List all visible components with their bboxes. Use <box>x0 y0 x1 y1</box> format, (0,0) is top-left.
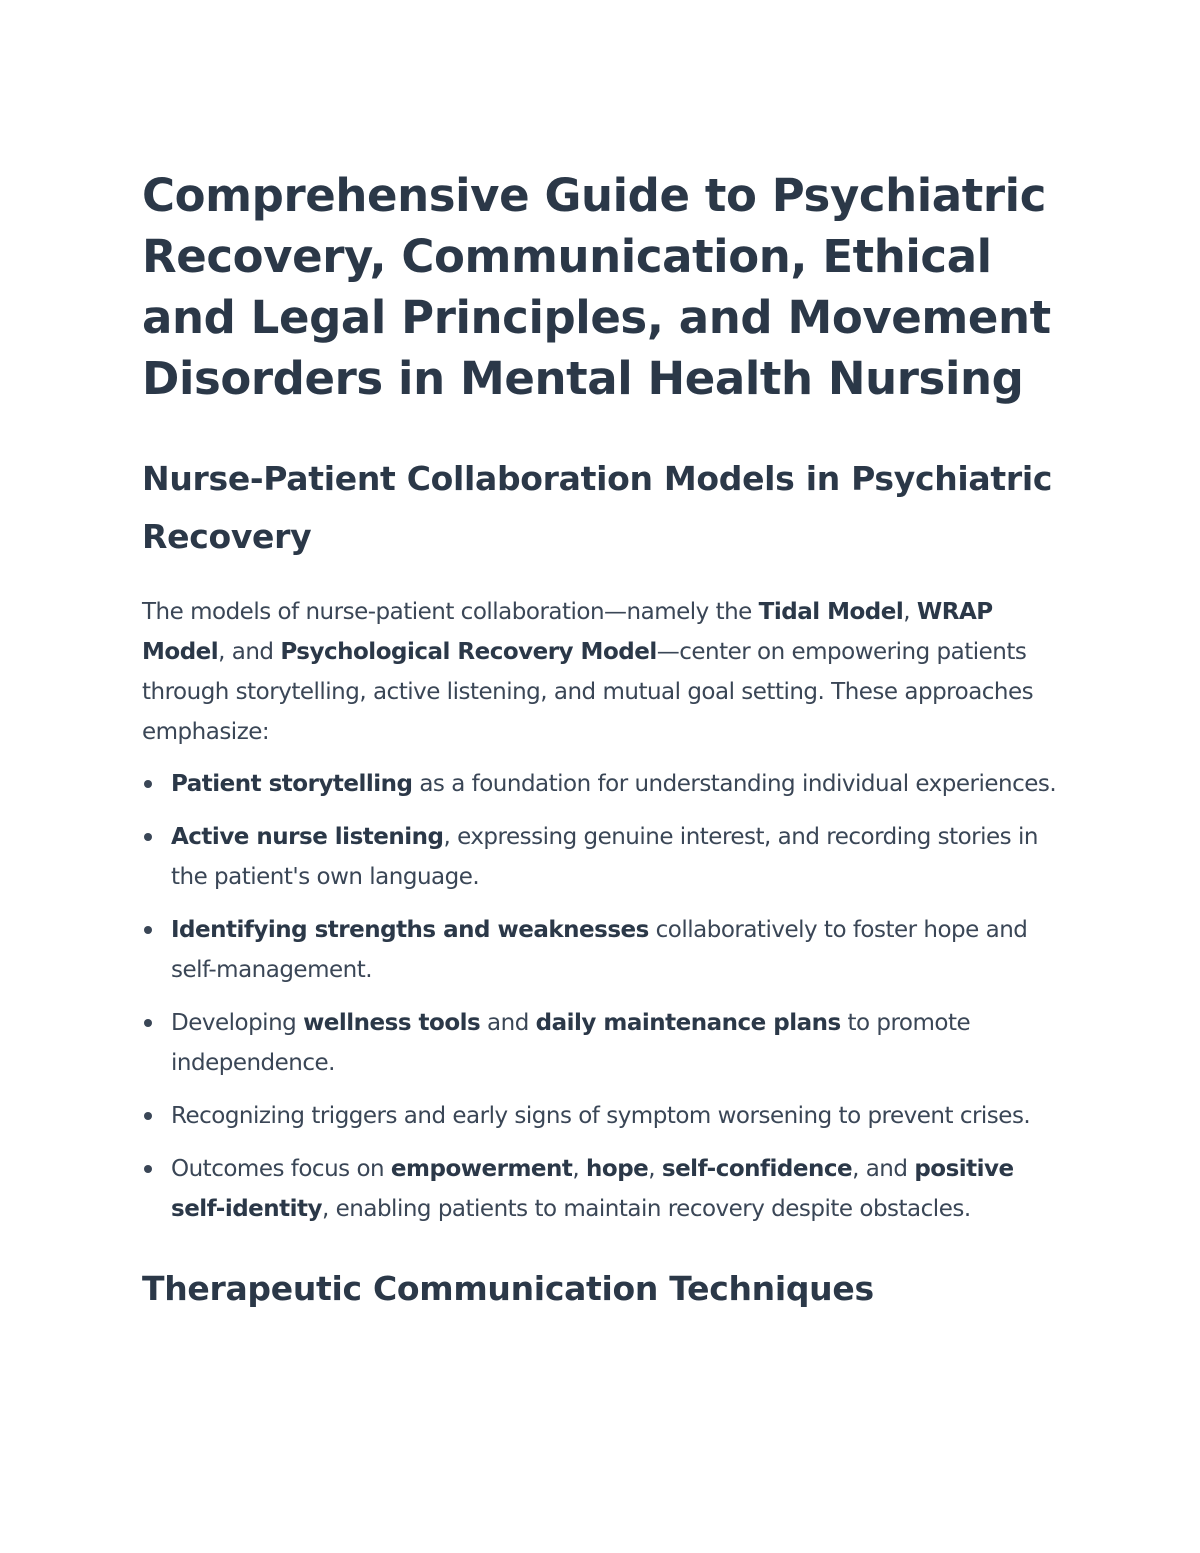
intro-bold-wrap-model: WRAP Model <box>142 599 993 665</box>
list-item <box>142 817 1062 897</box>
intro-text-3: , and <box>218 639 281 665</box>
bullet-dot-icon <box>144 780 152 788</box>
list-item <box>142 1003 1062 1083</box>
bullet-text: Developing <box>171 1010 304 1036</box>
bullet-bold-text: empowerment <box>390 1156 573 1182</box>
bullet-bold-text: Identifying strengths and weaknesses <box>171 917 649 943</box>
intro-text-4: —center on empowering patients through storytelling, active listening, and mutual goal setting. These approaches emphasize: <box>142 639 1034 745</box>
recovery-bullet-list <box>142 764 1062 1229</box>
bullet-bold-text: Patient storytelling <box>171 771 413 797</box>
intro-bold-tidal-model: Tidal Model <box>758 599 904 625</box>
bullet-bold-text: wellness tools <box>303 1010 481 1036</box>
bullet-text: and <box>480 1010 536 1036</box>
bullet-dot-icon <box>144 1019 152 1027</box>
bullet-text: as a foundation for understanding individual experiences. <box>412 771 1057 797</box>
intro-bold-psychological-recovery-model: Psychological Recovery Model <box>280 639 657 665</box>
bullet-dot-icon <box>144 833 152 841</box>
intro-text-2: , <box>903 599 917 625</box>
bullet-text: Recognizing triggers and early signs of symptom worsening to prevent crises. <box>171 1103 1031 1129</box>
bullet-bold-text: daily maintenance plans <box>535 1010 841 1036</box>
bullet-text: , <box>648 1156 662 1182</box>
bullet-text: , expressing genuine interest, and recording stories in the patient's own language. <box>171 824 1038 890</box>
list-item <box>142 1096 1062 1136</box>
bullet-dot-icon <box>144 1165 152 1173</box>
bullet-bold-text: positive self-identity <box>171 1156 1014 1222</box>
bullet-bold-text: Active nurse listening <box>171 824 444 850</box>
section-heading-collaboration-models: Nurse-Patient Collaboration Models in Psychiatric Recovery <box>142 459 1053 556</box>
section-heading-therapeutic-communication: Therapeutic Communication Techniques <box>142 1269 874 1308</box>
bullet-bold-text: self-confidence <box>661 1156 853 1182</box>
list-item <box>142 1149 1062 1229</box>
bullet-dot-icon <box>144 1112 152 1120</box>
document-page <box>142 165 1062 1318</box>
bullet-dot-icon <box>144 926 152 934</box>
bullet-bold-text: hope <box>586 1156 649 1182</box>
bullet-text: Outcomes focus on <box>171 1156 391 1182</box>
bullet-text: , enabling patients to maintain recovery despite obstacles. <box>322 1196 971 1222</box>
bullet-text: to promote independence. <box>171 1010 971 1076</box>
bullet-text: , and <box>852 1156 915 1182</box>
list-item <box>142 764 1062 804</box>
intro-paragraph <box>142 592 1062 752</box>
bullet-text: , <box>572 1156 587 1182</box>
intro-text-1: The models of nurse-patient collaboration—namely the <box>142 599 759 625</box>
bullet-text: collaboratively to foster hope and self-management. <box>171 917 1028 983</box>
document-title: Comprehensive Guide to Psychiatric Recovery, Communication, Ethical and Legal Principles, and Movement Disorders in Mental Health Nursing <box>142 169 1051 405</box>
list-item <box>142 910 1062 990</box>
